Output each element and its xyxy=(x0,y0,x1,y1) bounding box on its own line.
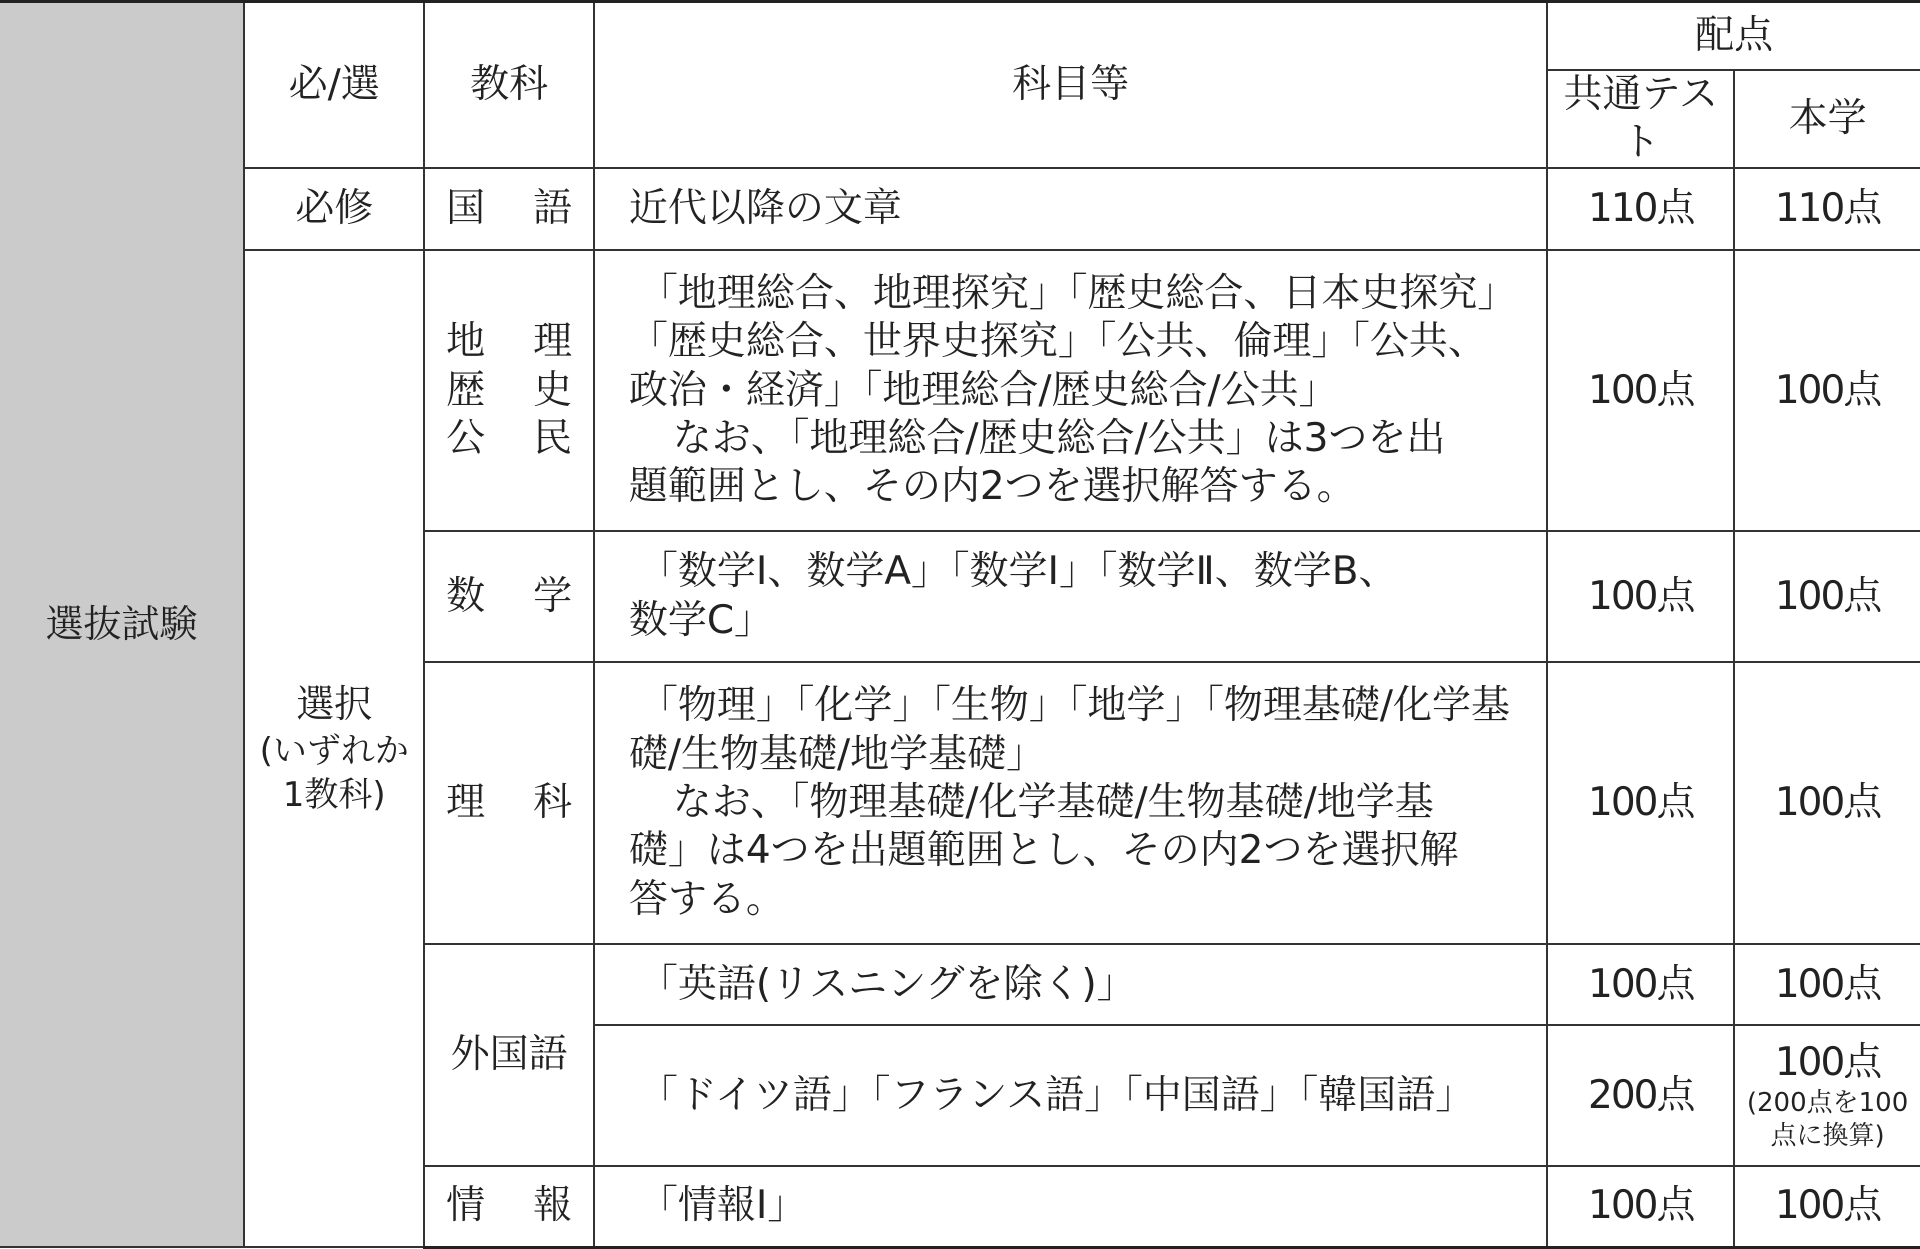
score-university-japanese: 110点 xyxy=(1734,168,1920,250)
header-university: 本学 xyxy=(1734,70,1920,169)
subject-info xyxy=(424,1166,621,1247)
conversion-note-line-2: 点に換算) xyxy=(1770,1120,1885,1151)
subjects-english-text: 「英語(リスニングを除く)」 xyxy=(638,961,1136,1007)
subjects-japanese xyxy=(594,168,1548,250)
subject-japanese-text: 国語 xyxy=(446,186,621,232)
score-common-japanese: 110点 xyxy=(1547,168,1734,250)
subject-science-text: 理科 xyxy=(446,780,621,826)
select-line-3: 1教科) xyxy=(282,775,386,816)
score-common-info: 100点 xyxy=(1547,1166,1734,1247)
select-line-1: 選択 xyxy=(296,681,373,726)
header-score: 配点 xyxy=(1547,2,1920,70)
header-common-test: 共通テスト xyxy=(1547,70,1734,169)
subjects-science-line: 「物理」「化学」「生物」「地学」「物理基礎/化学基 xyxy=(638,683,1510,729)
subjects-social-line: 「歴史総合、世界史探究」「公共、倫理」「公共、 xyxy=(628,319,1487,365)
select-label xyxy=(244,250,424,1247)
subjects-science-line: なお、「物理基礎/化学基礎/生物基礎/地学基 xyxy=(672,780,1434,826)
score-common-social: 100点 xyxy=(1547,250,1734,531)
section-label: 選抜試験 xyxy=(0,2,244,1248)
subjects-info xyxy=(594,1166,1548,1247)
subjects-math-line: 数学C」 xyxy=(628,597,774,643)
subjects-social-line: 政治・経済」「地理総合/歴史総合/公共」 xyxy=(628,367,1338,413)
subject-social-line: 公民 xyxy=(446,415,621,461)
required-label: 必修 xyxy=(244,168,424,250)
score-university-math: 100点 xyxy=(1734,531,1920,662)
subject-japanese xyxy=(424,168,621,250)
select-line-2: (いずれか xyxy=(259,731,409,772)
score-common-other-languages: 200点 xyxy=(1547,1025,1734,1166)
subjects-social-line: 題範囲とし、その内2つを選択解答する。 xyxy=(628,464,1356,510)
score-common-math: 100点 xyxy=(1547,531,1734,662)
subjects-info-text: 「情報Ⅰ」 xyxy=(638,1183,807,1229)
score-university-science: 100点 xyxy=(1734,662,1920,944)
conversion-note-line-1: (200点を100 xyxy=(1746,1088,1909,1119)
score-common-science: 100点 xyxy=(1547,662,1734,944)
subject-science xyxy=(424,662,621,944)
subject-math-text: 数学 xyxy=(446,573,621,619)
score-university-info: 100点 xyxy=(1734,1166,1920,1247)
score-university-other-languages-value: 100点 xyxy=(1774,1040,1881,1086)
subjects-other-languages xyxy=(594,1025,1548,1166)
subjects-japanese-text: 近代以降の文章 xyxy=(628,186,902,232)
subjects-english xyxy=(594,944,1548,1025)
subject-foreign: 外国語 xyxy=(424,944,593,1166)
score-university-english: 100点 xyxy=(1734,944,1920,1025)
subjects-social-line: なお、「地理総合/歴史総合/公共」は3つを出 xyxy=(672,415,1446,461)
score-university-other-languages xyxy=(1734,1025,1920,1166)
subject-social-line: 歴史 xyxy=(446,367,621,413)
header-subject-area: 教科 xyxy=(424,2,593,169)
subject-info-text: 情報 xyxy=(446,1183,621,1229)
header-required-select: 必/選 xyxy=(244,2,424,169)
subjects-science xyxy=(594,662,1548,944)
subjects-science-line: 礎/生物基礎/地学基礎」 xyxy=(628,731,1046,777)
subject-social xyxy=(424,250,621,531)
subject-math xyxy=(424,531,621,662)
header-subjects: 科目等 xyxy=(594,2,1548,169)
subjects-math-line: 「数学Ⅰ、数学A」「数学Ⅰ」「数学Ⅱ、数学B、 xyxy=(638,549,1398,595)
subjects-social-line: 「地理総合、地理探究」「歴史総合、日本史探究」 xyxy=(638,270,1517,316)
subjects-math xyxy=(594,531,1548,662)
subjects-other-languages-text: 「ドイツ語」「フランス語」「中国語」「韓国語」 xyxy=(638,1072,1475,1118)
subjects-social xyxy=(594,250,1548,531)
score-university-social: 100点 xyxy=(1734,250,1920,531)
subject-social-line: 地理 xyxy=(446,319,621,365)
subjects-science-line: 礎」は4つを出題範囲とし、その内2つを選択解 xyxy=(628,828,1459,874)
subjects-science-line: 答する。 xyxy=(628,876,785,922)
score-common-english: 100点 xyxy=(1547,944,1734,1025)
